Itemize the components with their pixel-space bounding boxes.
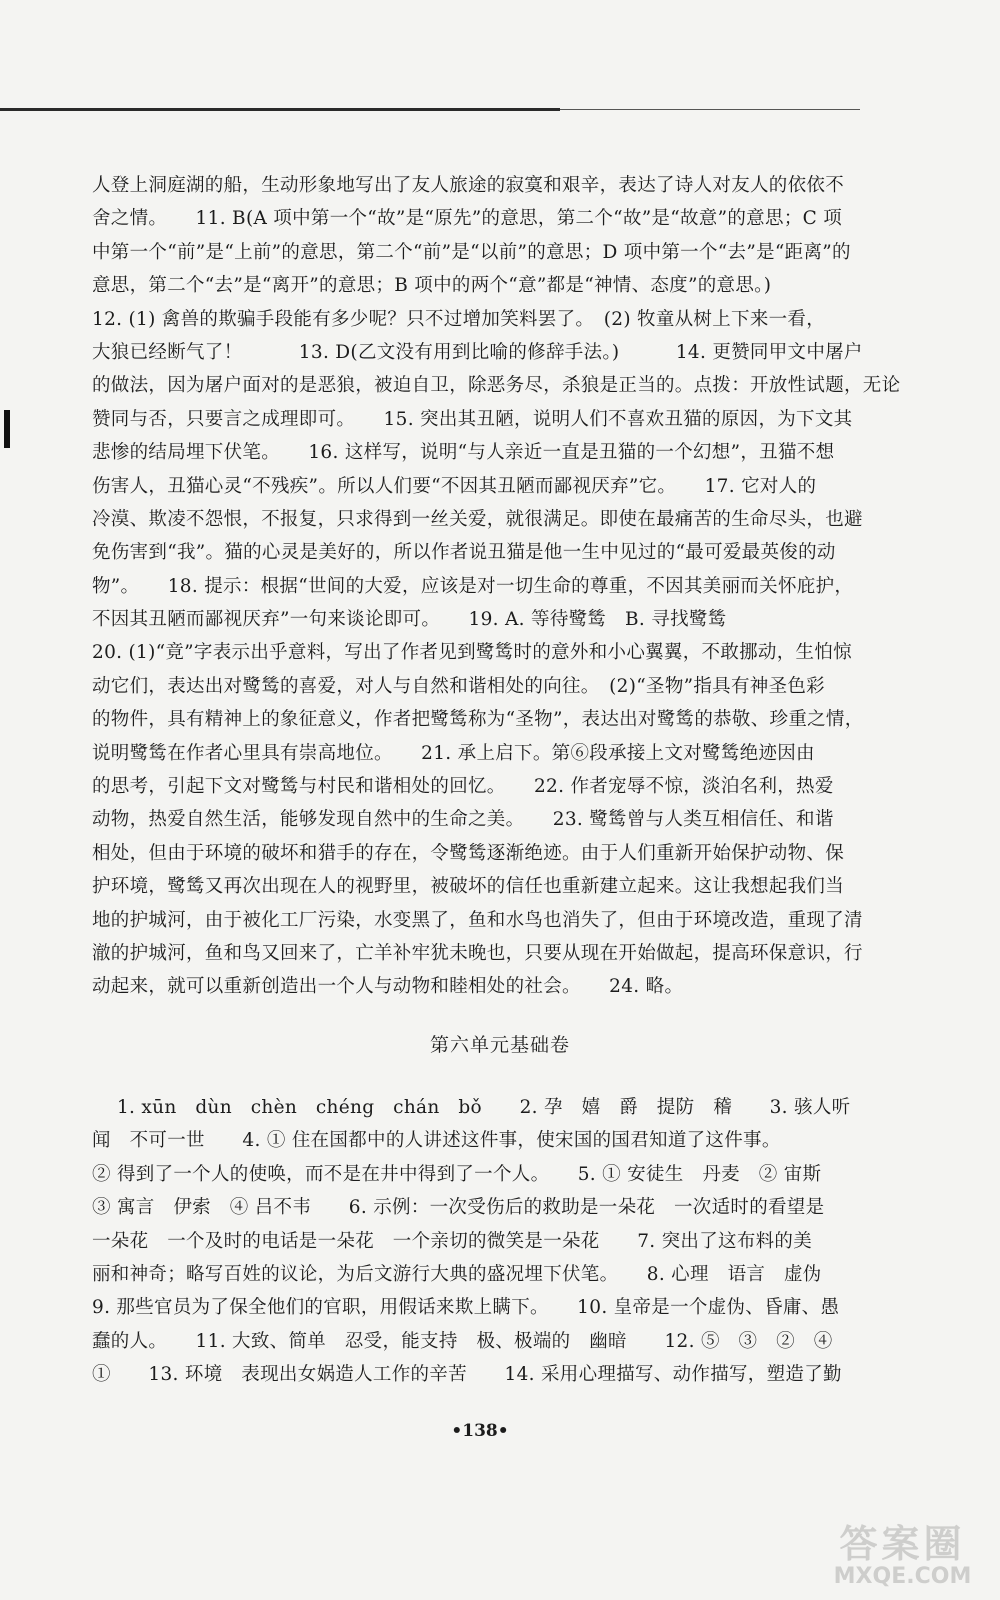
page-number: •138• — [451, 1421, 509, 1441]
text-line: 的做法，因为屠户面对的是恶狼，被迫自卫，除恶务尽，杀狼是正当的。点拨：开放性试题，无论 — [92, 375, 901, 397]
text-line: 地的护城河，由于被化工厂污染，水变黑了，鱼和水鸟也消失了，但由于环境改造，重现了清 — [92, 909, 863, 931]
text-line: 动起来，就可以重新创造出一个人与动物和睦相处的社会。 24. 略。 — [92, 976, 684, 998]
text-line: 舍之情。 11. B(A 项中第一个“故”是“原先”的意思，第二个“故”是“故意”的意思；C 项 — [92, 208, 843, 230]
text-line: 大狼已经断气了！ 13. D(乙文没有用到比喻的修辞手法。) 14. 更赞同甲文中屠户 — [92, 341, 863, 363]
text-line: 动物，热爱自然生活，能够发现自然中的生命之美。 23. 鹭鸶曾与人类互相信任、和谐 — [92, 809, 834, 831]
section-heading: 第六单元基础卷 — [429, 1034, 570, 1056]
binding-mark — [4, 410, 10, 448]
text-line: 的思考，引起下文对鹭鸶与村民和谐相处的回忆。 22. 作者宠辱不惊，淡泊名利，热爱 — [92, 776, 834, 798]
text-line: 不因其丑陋而鄙视厌弃”一句来谈论即可。 19. A. 等待鹭鸶 B. 寻找鹭鸶 — [92, 609, 727, 631]
text-line: 20. (1)“竟”字表示出乎意料，写出了作者见到鹭鸶时的意外和小心翼翼，不敢挪动，生怕惊 — [92, 642, 852, 664]
text-line: 动它们，表达出对鹭鸶的喜爱，对人与自然和谐相处的向往。 (2)“圣物”指具有神圣色彩 — [92, 675, 825, 697]
text-line: 免伤害到“我”。猫的心灵是美好的，所以作者说丑猫是他一生中见过的“最可爱最英俊的动 — [92, 542, 836, 564]
text-line: 赞同与否，只要言之成理即可。 15. 突出其丑陋，说明人们不喜欢丑猫的原因，为下文其 — [92, 408, 853, 430]
text-line: 蠢的人。 11. 大致、简单 忍受，能支持 极、极端的 幽暗 12. ⑤ ③ ② ④ — [92, 1330, 833, 1352]
text-line: 1. xūn dùn chèn chéng chán bǒ 2. 孕 嬉 爵 提防 稽 3. 骇人听 — [92, 1097, 851, 1118]
watermark-bottom-text: MXQE.COM — [833, 1564, 972, 1589]
top-rule-thin — [560, 109, 860, 110]
text-line: 伤害人，丑猫心灵“不残疾”。所以人们要“不因其丑陋而鄙视厌弃”它。 17. 它对人的 — [92, 475, 817, 497]
text-line: ② 得到了一个人的使唤，而不是在井中得到了一个人。 5. ① 安徒生 丹麦 ② 宙斯 — [92, 1163, 822, 1185]
text-line: ③ 寓言 伊索 ④ 吕不韦 6. 示例：一次受伤后的救助是一朵花 一次适时的看望是 — [92, 1197, 825, 1219]
text-line: 相处，但由于环境的破坏和猎手的存在，令鹭鸶逐渐绝迹。由于人们重新开始保护动物、保 — [92, 842, 845, 864]
watermark-top-text: 答案圈 — [839, 1522, 966, 1566]
text-line: 的物件，具有精神上的象征意义，作者把鹭鸶称为“圣物”，表达出对鹭鸶的恭敬、珍重之情， — [92, 709, 864, 731]
answers-section-1 — [92, 169, 901, 1004]
watermark-logo — [815, 1513, 990, 1588]
text-line: 闻 不可一世 4. ① 住在国都中的人讲述这件事，使宋国的国君知道了这件事。 — [92, 1130, 781, 1152]
text-line: 澈的护城河，鱼和鸟又回来了，亡羊补牢犹未晚也，只要从现在开始做起，提高环保意识，行 — [92, 942, 863, 964]
top-rule — [0, 108, 560, 111]
text-line: 人登上洞庭湖的船，生动形象地写出了友人旅途的寂寞和艰辛，表达了诗人对友人的依依不 — [92, 175, 845, 196]
text-line: 9. 那些官员为了保全他们的官职，用假话来欺上瞒下。 10. 皇帝是一个虚伪、昏庸、愚 — [92, 1297, 840, 1319]
text-line: ① 13. 环境 表现出女娲造人工作的辛苦 14. 采用心理描写、动作描写，塑造了勤 — [92, 1364, 842, 1386]
text-line: 物”。 18. 提示：根据“世间的大爱，应该是对一切生命的尊重，不因其美丽而关怀庇护， — [92, 575, 854, 597]
text-line: 意思，第二个“去”是“离开”的意思；B 项中的两个“意”都是“神情、态度”的意思。) — [92, 275, 772, 297]
text-line: 说明鹭鸶在作者心里具有崇高地位。 21. 承上启下。第⑥段承接上文对鹭鸶绝迹因由 — [92, 742, 815, 764]
text-line: 护环境，鹭鸶又再次出现在人的视野里，被破坏的信任也重新建立起来。这让我想起我们当 — [92, 876, 845, 898]
text-line: 丽和神奇；略写百姓的议论，为后文游行大典的盛况埋下伏笔。 8. 心理 语言 虚伪 — [92, 1263, 822, 1285]
text-line: 冷漠、欺凌不怨恨，不报复，只求得到一丝关爱，就很满足。即使在最痛苦的生命尽头，也避 — [92, 508, 863, 530]
text-line: 悲惨的结局埋下伏笔。 16. 这样写，说明“与人亲近一直是丑猫的一个幻想”，丑猫不想 — [92, 442, 835, 464]
text-line: 中第一个“前”是“上前”的意思，第二个“前”是“以前”的意思；D 项中第一个“去”是“距离”的 — [92, 241, 851, 263]
text-line: 12. (1) 禽兽的欺骗手段能有多少呢？只不过增加笑料罢了。 (2) 牧童从树上下来一看， — [92, 308, 826, 330]
answers-section-2 — [92, 1091, 862, 1392]
text-line: 一朵花 一个及时的电话是一朵花 一个亲切的微笑是一朵花 7. 突出了这布料的美 — [92, 1230, 813, 1252]
